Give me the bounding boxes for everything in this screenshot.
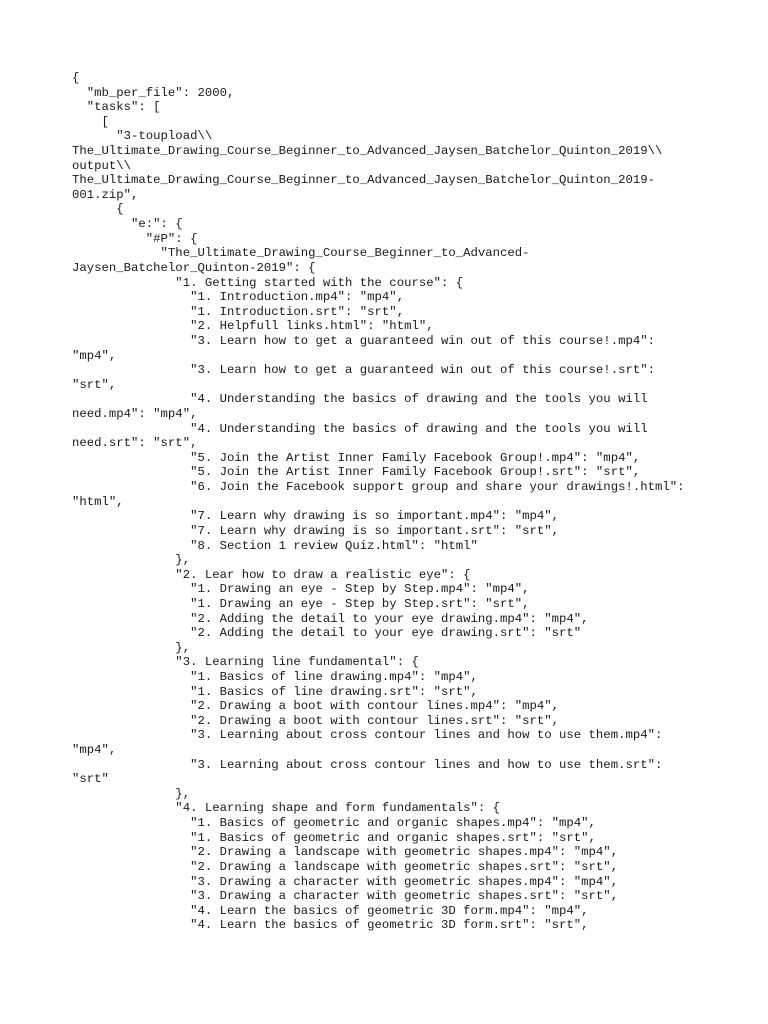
document-line: "tasks": [ [72,100,161,115]
document-line: }, [72,786,191,801]
document-line: "7. Learn why drawing is so important.mp4": "mp4", [72,509,560,524]
document-line: "4. Learn the basics of geometric 3D form.srt": "srt", [72,918,589,933]
document-line: The_Ultimate_Drawing_Course_Beginner_to_Advanced_Jaysen_Batchelor_Quinton_2019- [72,173,655,188]
document-line: "1. Drawing an eye - Step by Step.srt": "srt", [72,596,530,611]
document-line: "4. Understanding the basics of drawing and the tools you will [72,392,648,407]
document-line: "3. Learn how to get a guaranteed win out of this course!.mp4": [72,333,655,348]
document-line: "1. Basics of geometric and organic shapes.srt": "srt", [72,830,596,845]
document-line: { [72,71,80,85]
document-line: "3. Drawing a character with geometric shapes.mp4": "mp4", [72,874,619,889]
document-line: { [72,202,124,217]
document-line: "2. Helpfull links.html": "html", [72,319,434,334]
document-line: "1. Getting started with the course": { [72,275,464,290]
document-line: "mb_per_file": 2000, [72,85,235,100]
document-line: Jaysen_Batchelor_Quinton-2019": { [72,260,316,275]
document-line: "2. Adding the detail to your eye drawing.mp4": "mp4", [72,611,589,626]
document-line: "2. Drawing a boot with contour lines.srt": "srt", [72,713,560,728]
document-line: "2. Adding the detail to your eye drawing.srt": "srt" [72,626,582,641]
document-line: The_Ultimate_Drawing_Course_Beginner_to_Advanced_Jaysen_Batchelor_Quinton_2019\\ [72,144,663,159]
document-line: "#P": { [72,231,198,246]
document-line: "4. Learning shape and form fundamentals": { [72,801,501,816]
document-line: "3. Learning line fundamental": { [72,655,419,670]
document-line: "mp4", [72,743,117,758]
document-line: "1. Basics of line drawing.mp4": "mp4", [72,669,478,684]
document-line: 001.zip", [72,187,139,202]
json-document-text [72,71,712,933]
document-line: "1. Basics of geometric and organic shapes.mp4": "mp4", [72,816,596,831]
document-line: "3. Learning about cross contour lines and how to use them.mp4": [72,728,663,743]
document-line: "3. Drawing a character with geometric shapes.srt": "srt", [72,889,619,904]
document-line: "5. Join the Artist Inner Family Facebook Group!.srt": "srt", [72,465,641,480]
document-line: "1. Basics of line drawing.srt": "srt", [72,684,478,699]
document-line: "srt", [72,377,117,392]
document-line: "html", [72,494,124,509]
document-line: "2. Lear how to draw a realistic eye": { [72,567,471,582]
document-line: need.srt": "srt", [72,436,198,451]
document-line: "4. Understanding the basics of drawing and the tools you will [72,421,648,436]
document-line: "2. Drawing a landscape with geometric shapes.srt": "srt", [72,859,619,874]
document-line: "1. Drawing an eye - Step by Step.mp4": "mp4", [72,582,530,597]
document-line: "4. Learn the basics of geometric 3D form.mp4": "mp4", [72,903,589,918]
document-line: need.mp4": "mp4", [72,407,198,422]
document-line: "6. Join the Facebook support group and share your drawings!.html": [72,480,685,495]
document-line: "2. Drawing a boot with contour lines.mp4": "mp4", [72,699,560,714]
document-line: "5. Join the Artist Inner Family Facebook Group!.mp4": "mp4", [72,450,641,465]
document-line: [ [72,114,109,129]
document-line: "e:": { [72,217,183,232]
document-line: "3-toupload\\ [72,129,213,144]
document-line: "3. Learning about cross contour lines and how to use them.srt": [72,757,663,772]
document-line: "3. Learn how to get a guaranteed win out of this course!.srt": [72,363,655,378]
document-line: "8. Section 1 review Quiz.html": "html" [72,538,478,553]
document-line: "2. Drawing a landscape with geometric shapes.mp4": "mp4", [72,845,619,860]
document-line: output\\ [72,158,132,173]
document-line: }, [72,553,191,568]
document-line: "srt" [72,772,109,787]
document-line: "mp4", [72,348,117,363]
document-line: }, [72,640,191,655]
document-line: "1. Introduction.srt": "srt", [72,304,405,319]
document-line: "1. Introduction.mp4": "mp4", [72,290,405,305]
document-line: "The_Ultimate_Drawing_Course_Beginner_to_Advanced- [72,246,530,261]
document-line: "7. Learn why drawing is so important.srt": "srt", [72,523,560,538]
